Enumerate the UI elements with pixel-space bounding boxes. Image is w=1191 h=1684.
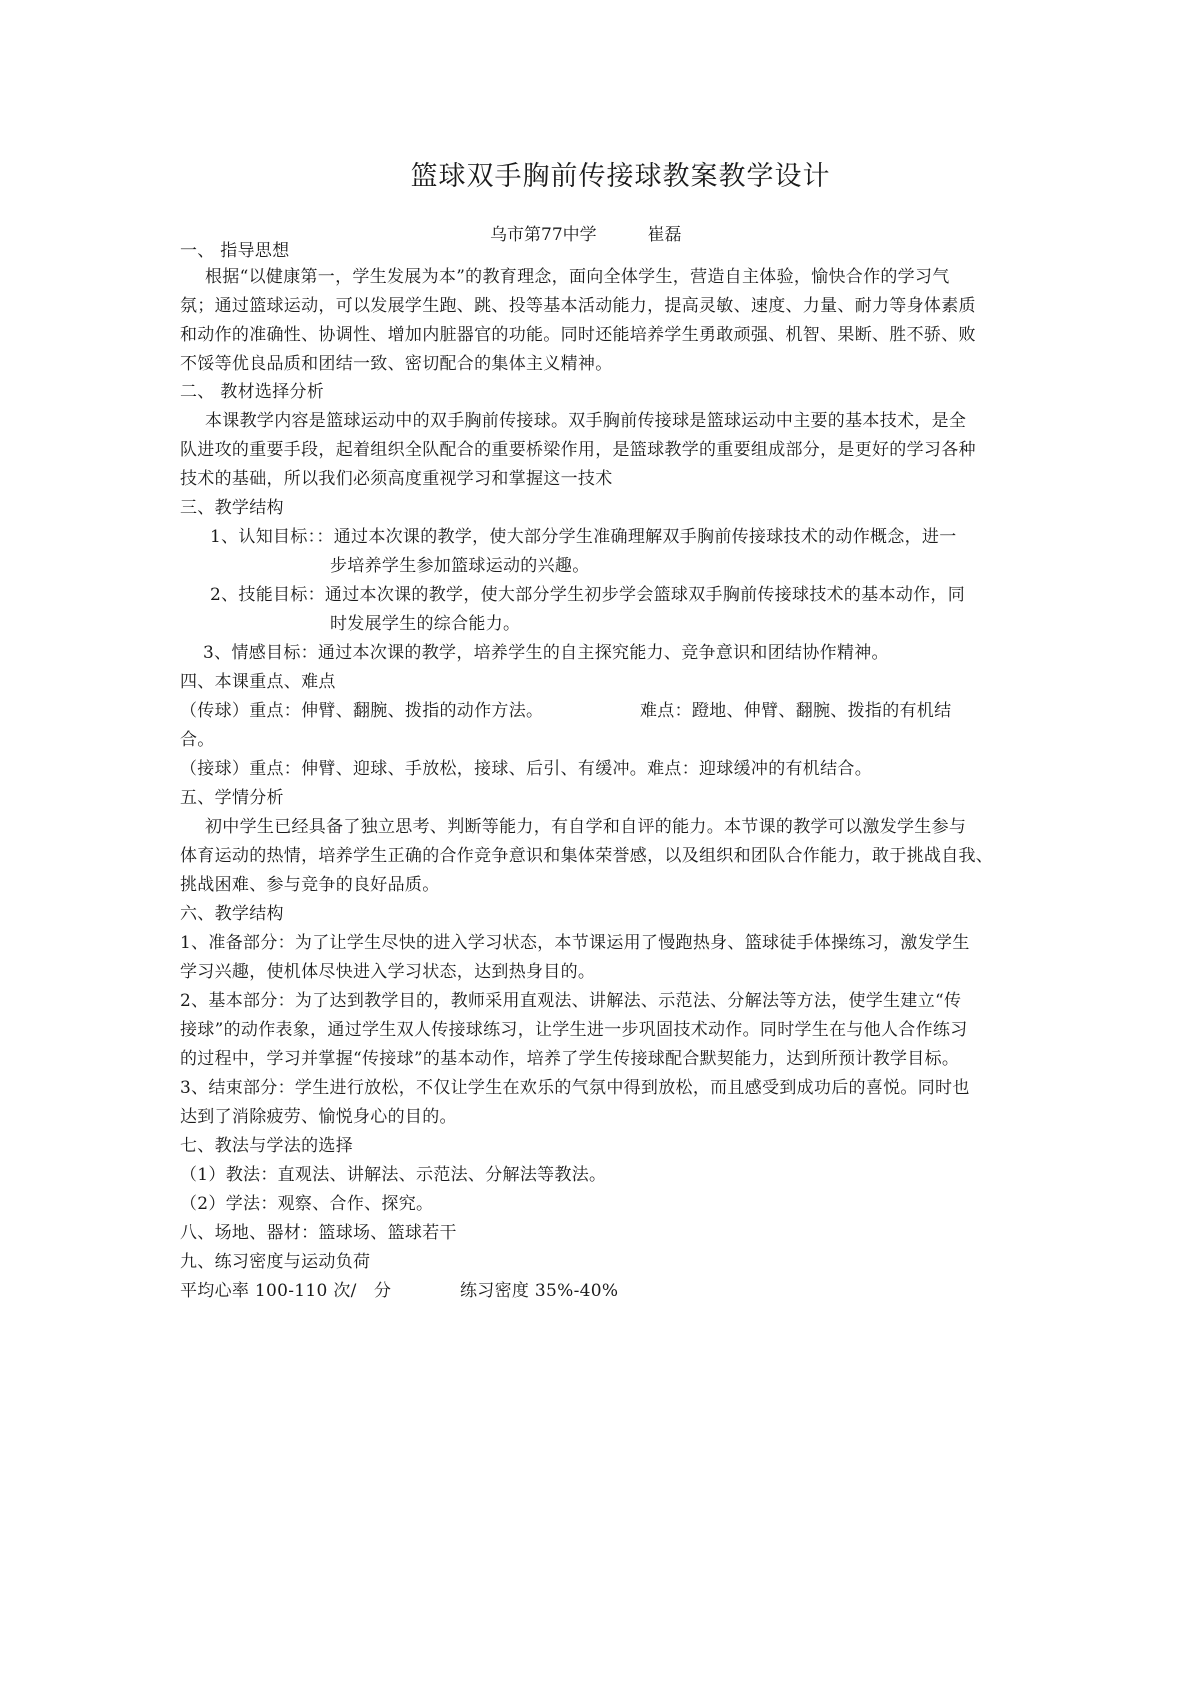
paragraph-line: 合。 — [180, 730, 215, 750]
paragraph-line: 根据“以健康第一，学生发展为本”的教育理念，面向全体学生，营造自主体验，愉快合作的学习气 — [205, 267, 950, 287]
list-item-line: 的过程中，学习并掌握“传接球”的基本动作，培养了学生传接球配合默契能力，达到所预计教学目标。 — [180, 1049, 960, 1069]
author-line — [490, 224, 681, 246]
list-item-line: （2）学法：观察、合作、探究。 — [180, 1194, 434, 1214]
document-title: 篮球双手胸前传接球教案教学设计 — [410, 161, 831, 192]
list-item-line: （1）教法：直观法、讲解法、示范法、分解法等教法。 — [180, 1165, 607, 1185]
section-heading-1: 一、 指导思想 — [180, 241, 290, 261]
paragraph-line: 技术的基础，所以我们必须高度重视学习和掌握这一技术 — [180, 469, 613, 489]
section-heading-3: 三、教学结构 — [180, 498, 284, 518]
list-item-line: 2、基本部分：为了达到教学目的，教师采用直观法、讲解法、示范法、分解法等方法，使学生建立“传 — [180, 991, 962, 1011]
section-heading-9: 九、练习密度与运动负荷 — [180, 1252, 371, 1272]
author-school: 乌市第77中学 — [490, 225, 597, 245]
list-item-line: 1、准备部分：为了让学生尽快的进入学习状态，本节课运用了慢跑热身、篮球徒手体操练习，激发学生 — [180, 933, 970, 953]
list-item-line: 3、结束部分：学生进行放松，不仅让学生在欢乐的气氛中得到放松，而且感受到成功后的喜悦。同时也 — [180, 1078, 970, 1098]
section-heading-4: 四、本课重点、难点 — [180, 672, 336, 692]
pass-key-point: （传球）重点：伸臂、翻腕、拨指的动作方法。 — [180, 701, 544, 721]
list-item-line: 达到了消除疲劳、愉悦身心的目的。 — [180, 1107, 457, 1127]
paragraph-line: 挑战困难、参与竞争的良好品质。 — [180, 875, 440, 895]
paragraph-line: 本课教学内容是篮球运动中的双手胸前传接球。双手胸前传接球是篮球运动中主要的基本技术，是全 — [205, 411, 967, 431]
catch-key-point: （接球）重点：伸臂、迎球、手放松，接球、后引、有缓冲。难点：迎球缓冲的有机结合。 — [180, 759, 872, 779]
section-heading-5: 五、学情分析 — [180, 788, 284, 808]
list-item-line: 时发展学生的综合能力。 — [330, 614, 521, 634]
list-item-line: 学习兴趣，使机体尽快进入学习状态，达到热身目的。 — [180, 962, 596, 982]
practice-density: 练习密度 35%-40% — [460, 1281, 619, 1301]
section-heading-6: 六、教学结构 — [180, 904, 284, 924]
list-item-line: 3、情感目标：通过本次课的教学，培养学生的自主探究能力、竞争意识和团结协作精神。 — [203, 643, 889, 663]
list-item-line: 2、技能目标：通过本次课的教学，使大部分学生初步学会篮球双手胸前传接球技术的基本动作，同 — [210, 585, 966, 605]
section-heading-2: 二、 教材选择分析 — [180, 382, 325, 402]
paragraph-line: 氛；通过篮球运动，可以发展学生跑、跳、投等基本活动能力，提高灵敏、速度、力量、耐力等身体素质 — [180, 296, 976, 316]
heart-rate: 平均心率 100-110 次/ 分 — [180, 1281, 392, 1301]
paragraph-line: 体育运动的热情，培养学生正确的合作竞争意识和集体荣誉感，以及组织和团队合作能力，敢于挑战自我、 — [180, 846, 994, 866]
list-item-line: 1、认知目标：：通过本次课的教学，使大部分学生准确理解双手胸前传接球技术的动作概念，进一 — [210, 527, 957, 547]
paragraph-line: 初中学生已经具备了独立思考、判断等能力，有自学和自评的能力。本节课的教学可以激发学生参与 — [205, 817, 967, 837]
section-heading-8: 八、场地、器材：篮球场、篮球若干 — [180, 1223, 457, 1243]
list-item-line: 接球”的动作表象，通过学生双人传接球练习，让学生进一步巩固技术动作。同时学生在与他人合作练习 — [180, 1020, 968, 1040]
paragraph-line: 队进攻的重要手段，起着组织全队配合的重要桥梁作用，是篮球教学的重要组成部分，是更好的学习各种 — [180, 440, 976, 460]
author-name: 崔磊 — [647, 225, 682, 245]
pass-difficulty: 难点：蹬地、伸臂、翻腕、拨指的有机结 — [640, 701, 952, 721]
paragraph-line: 不馁等优良品质和团结一致、密切配合的集体主义精神。 — [180, 354, 613, 374]
paragraph-line: 和动作的准确性、协调性、增加内脏器官的功能。同时还能培养学生勇敢顽强、机智、果断、胜不骄、败 — [180, 325, 976, 345]
section-heading-7: 七、教法与学法的选择 — [180, 1136, 353, 1156]
list-item-line: 步培养学生参加篮球运动的兴趣。 — [330, 556, 590, 576]
